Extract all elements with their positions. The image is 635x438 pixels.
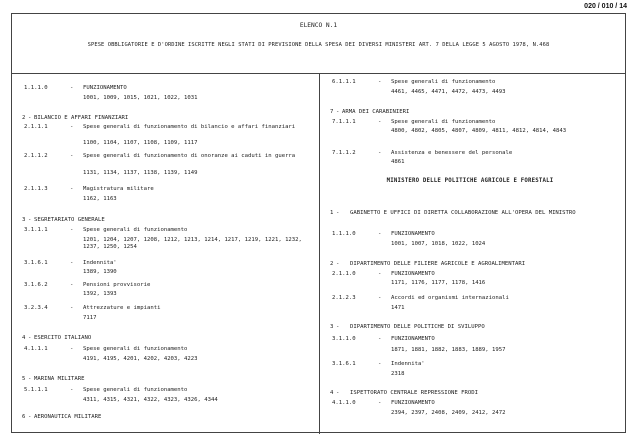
entry-code: 2.1.1.1 bbox=[24, 124, 48, 130]
section-title: ISPETTORATO CENTRALE REPRESSIONE FRODI bbox=[350, 390, 478, 396]
entry-text: FUNZIONAMENTO bbox=[83, 85, 127, 91]
right-column bbox=[320, 74, 620, 432]
section-dash: - bbox=[28, 414, 32, 420]
ministry-heading: MINISTERO DELLE POLITICHE AGRICOLE E FORESTALI bbox=[386, 178, 554, 184]
entry-dash: - bbox=[378, 231, 382, 237]
entry-text: Spese generali di funzionamento bbox=[391, 79, 496, 85]
section-title: SEGRETARIATO GENERALE bbox=[34, 217, 105, 223]
section-dash: - bbox=[336, 109, 340, 115]
document-title: ELENCO N.1 bbox=[299, 22, 338, 29]
entry-dash: - bbox=[70, 260, 74, 266]
entry-numbers: 4861 bbox=[391, 159, 405, 165]
section-code: 1 bbox=[330, 210, 334, 216]
section-dash: - bbox=[336, 261, 340, 267]
entry-code: 2.1.2.3 bbox=[332, 295, 356, 301]
section-code: 3 bbox=[22, 217, 26, 223]
entry-numbers: 1171, 1176, 1177, 1178, 1416 bbox=[391, 280, 486, 286]
entry-dash: - bbox=[70, 305, 74, 311]
entry-numbers: 4191, 4195, 4201, 4202, 4203, 4223 bbox=[83, 356, 198, 362]
entry-text: Attrezzature e impianti bbox=[83, 305, 161, 311]
section-code: 2 bbox=[330, 261, 334, 267]
section-code: 2 bbox=[22, 115, 26, 121]
entry-text: Spese generali di funzionamento bbox=[391, 119, 496, 125]
section-code: 4 bbox=[330, 390, 334, 396]
entry-dash: - bbox=[378, 271, 382, 277]
entry-code: 3.1.1.0 bbox=[332, 336, 356, 342]
entry-code: 5.1.1.1 bbox=[24, 387, 48, 393]
entry-text: Spese generali di funzionamento bbox=[83, 227, 188, 233]
entry-dash: - bbox=[378, 295, 382, 301]
section-dash: - bbox=[28, 217, 32, 223]
entry-text: Accordi ed organismi internazionali bbox=[391, 295, 509, 301]
entry-numbers: 4461, 4465, 4471, 4472, 4473, 4493 bbox=[391, 89, 506, 95]
section-title: GABINETTO E UFFICI DI DIRETTA COLLABORAZIONE ALL'OPERA DEL MINISTRO bbox=[350, 210, 576, 216]
entry-numbers: 1131, 1134, 1137, 1138, 1139, 1149 bbox=[83, 170, 198, 176]
document-header bbox=[12, 14, 625, 74]
section-title: ARMA DEI CARABINIERI bbox=[342, 109, 410, 115]
entry-text: Magistratura militare bbox=[83, 186, 154, 192]
entry-dash: - bbox=[378, 336, 382, 342]
entry-numbers: 1392, 1393 bbox=[83, 291, 117, 297]
left-column bbox=[12, 74, 312, 432]
section-title: AERONAUTICA MILITARE bbox=[34, 414, 102, 420]
section-dash: - bbox=[336, 390, 340, 396]
entry-numbers: 1201, 1204, 1207, 1208, 1212, 1213, 1214, 1217, 1219, 1221, 1232, 1237, 1250, 1254 bbox=[83, 237, 302, 250]
section-code: 6 bbox=[22, 414, 26, 420]
entry-text: Pensioni provvisorie bbox=[83, 282, 151, 288]
entry-numbers: 1471 bbox=[391, 305, 405, 311]
entry-code: 2.1.1.2 bbox=[24, 153, 48, 159]
entry-code: 4.1.1.0 bbox=[332, 400, 356, 406]
page-code: 020 / 010 / 14 bbox=[584, 3, 627, 10]
section-title: DIPARTIMENTO DELLE POLITICHE DI SVILUPPO bbox=[350, 324, 485, 330]
section-code: 5 bbox=[22, 376, 26, 382]
entry-numbers: 1871, 1881, 1882, 1883, 1889, 1957 bbox=[391, 347, 506, 353]
entry-dash: - bbox=[378, 361, 382, 367]
entry-numbers: 2318 bbox=[391, 371, 405, 377]
entry-dash: - bbox=[70, 227, 74, 233]
section-title: DIPARTIMENTO DELLE FILIERE AGRICOLE E AGROALIMENTARI bbox=[350, 261, 526, 267]
entry-dash: - bbox=[378, 119, 382, 125]
entry-dash: - bbox=[70, 153, 74, 159]
entry-dash: - bbox=[378, 79, 382, 85]
entry-numbers: 1162, 1163 bbox=[83, 196, 117, 202]
entry-text: Spese generali di funzionamento bbox=[83, 346, 188, 352]
entry-numbers: 7117 bbox=[83, 315, 97, 321]
section-code: 7 bbox=[330, 109, 334, 115]
entry-code: 2.1.1.0 bbox=[332, 271, 356, 277]
entry-text: FUNZIONAMENTO bbox=[391, 336, 435, 342]
section-title: BILANCIO E AFFARI FINANZIARI bbox=[34, 115, 129, 121]
entry-code: 1.1.1.0 bbox=[332, 231, 356, 237]
entry-text: Indennita' bbox=[391, 361, 425, 367]
entry-code: 1.1.1.0 bbox=[24, 85, 48, 91]
entry-code: 3.1.6.1 bbox=[332, 361, 356, 367]
entry-code: 7.1.1.2 bbox=[332, 150, 356, 156]
entry-code: 2.1.1.3 bbox=[24, 186, 48, 192]
entry-numbers: 1001, 1009, 1015, 1021, 1022, 1031 bbox=[83, 95, 198, 101]
section-dash: - bbox=[336, 210, 340, 216]
entry-dash: - bbox=[70, 282, 74, 288]
entry-text: Spese generali di funzionamento di onoranze ai caduti in guerra bbox=[83, 153, 296, 159]
entry-dash: - bbox=[378, 150, 382, 156]
entry-numbers: 4800, 4802, 4805, 4807, 4809, 4811, 4812, 4814, 4843 bbox=[391, 128, 567, 134]
section-code: 4 bbox=[22, 335, 26, 341]
section-dash: - bbox=[336, 324, 340, 330]
entry-text: Assistenza e benessere del personale bbox=[391, 150, 513, 156]
entry-code: 3.1.1.1 bbox=[24, 227, 48, 233]
entry-code: 3.1.6.2 bbox=[24, 282, 48, 288]
entry-text: FUNZIONAMENTO bbox=[391, 271, 435, 277]
entry-text: FUNZIONAMENTO bbox=[391, 400, 435, 406]
entry-text: Indennita' bbox=[83, 260, 117, 266]
entry-dash: - bbox=[70, 387, 74, 393]
entry-code: 3.2.3.4 bbox=[24, 305, 48, 311]
entry-numbers: 4311, 4315, 4321, 4322, 4323, 4326, 4344 bbox=[83, 397, 218, 403]
entry-dash: - bbox=[70, 124, 74, 130]
entry-text: FUNZIONAMENTO bbox=[391, 231, 435, 237]
entry-numbers: 1100, 1104, 1107, 1108, 1109, 1117 bbox=[83, 140, 198, 146]
section-dash: - bbox=[28, 335, 32, 341]
entry-dash: - bbox=[378, 400, 382, 406]
entry-code: 3.1.6.1 bbox=[24, 260, 48, 266]
section-title: ESERCITO ITALIANO bbox=[34, 335, 92, 341]
entry-code: 4.1.1.1 bbox=[24, 346, 48, 352]
entry-dash: - bbox=[70, 346, 74, 352]
entry-numbers: 1001, 1007, 1018, 1022, 1024 bbox=[391, 241, 486, 247]
section-title: MARINA MILITARE bbox=[34, 376, 85, 382]
section-code: 3 bbox=[330, 324, 334, 330]
section-dash: - bbox=[28, 376, 32, 382]
entry-code: 6.1.1.1 bbox=[332, 79, 356, 85]
section-dash: - bbox=[28, 115, 32, 121]
entry-numbers: 1389, 1390 bbox=[83, 269, 117, 275]
entry-text: Spese generali di funzionamento di bilancio e affari finanziari bbox=[83, 124, 296, 130]
entry-numbers: 2394, 2397, 2408, 2409, 2412, 2472 bbox=[391, 410, 506, 416]
entry-code: 7.1.1.1 bbox=[332, 119, 356, 125]
entry-dash: - bbox=[70, 85, 74, 91]
document-subtitle: SPESE OBBLIGATORIE E D'ORDINE ISCRITTE NEGLI STATI DI PREVISIONE DELLA SPESA DEI DIVERSI MINISTERI ART. 7 DELLA LEGGE 5 AGOSTO 1978, N.468 bbox=[87, 42, 550, 48]
entry-text: Spese generali di funzionamento bbox=[83, 387, 188, 393]
document-frame bbox=[11, 13, 626, 433]
entry-dash: - bbox=[70, 186, 74, 192]
